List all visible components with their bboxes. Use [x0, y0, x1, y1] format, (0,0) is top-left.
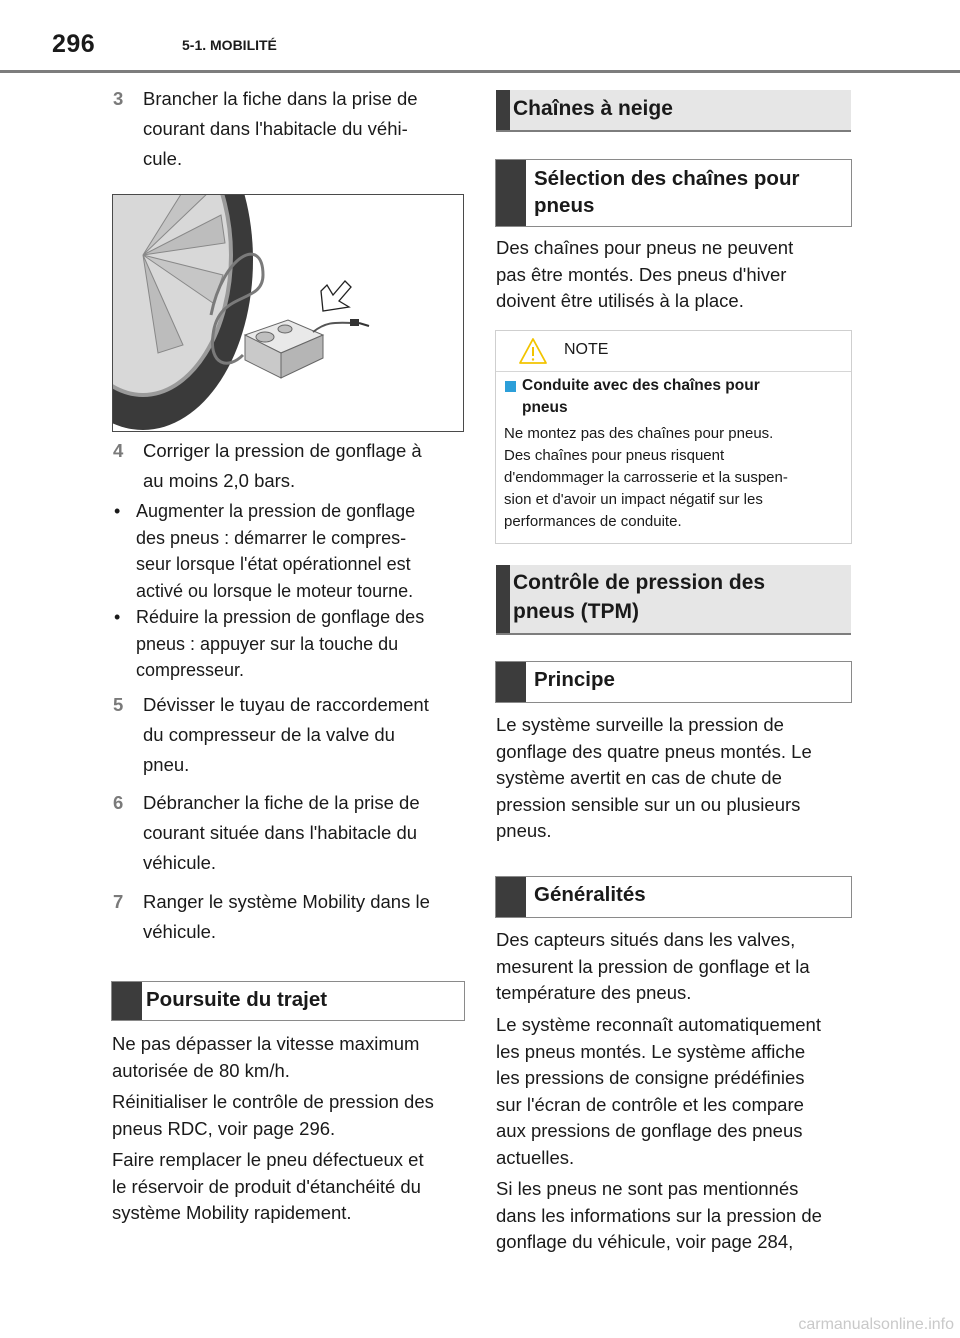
heading-snow-chains — [496, 90, 851, 132]
line: Contrôle de pression des — [513, 571, 766, 594]
line: pas être montés. Des pneus d'hiver — [496, 263, 787, 285]
paragraph-speed-limit — [112, 1031, 472, 1084]
line: gonflage du véhicule, voir page 284, — [496, 1231, 794, 1252]
compressor-illustration — [112, 194, 464, 432]
heading-text — [513, 568, 765, 626]
heading-tpm — [496, 565, 851, 635]
line: pneus — [522, 399, 568, 416]
line: pneus (TPM) — [513, 600, 639, 623]
line: performances de conduite. — [504, 513, 682, 530]
page-number: 296 — [52, 30, 96, 58]
note-box — [495, 330, 852, 544]
step-4 — [113, 436, 473, 498]
step-7 — [113, 887, 473, 949]
step-3 — [113, 84, 473, 176]
line: Réinitialiser le contrôle de pression des — [112, 1091, 434, 1112]
line: Faire remplacer le pneu défectueux et — [112, 1149, 424, 1170]
note-label: NOTE — [564, 341, 609, 358]
line: pneus. — [496, 820, 552, 841]
bullet-icon: • — [114, 501, 121, 521]
paragraph-replace-tyre — [112, 1147, 472, 1227]
heading-text: Chaînes à neige — [513, 97, 673, 120]
paragraph-sensors — [496, 927, 856, 1007]
line: Augmenter la pression de gonflage — [136, 501, 416, 521]
note-header — [496, 331, 851, 372]
square-bullet-icon — [505, 381, 516, 392]
heading-text: Principe — [534, 668, 615, 691]
line: Dévisser le tuyau de raccordement — [143, 694, 429, 715]
header-divider — [0, 70, 960, 73]
paragraph-principle — [496, 712, 856, 845]
paragraph-not-mentioned — [496, 1176, 856, 1256]
line: dans les informations sur la pression de — [496, 1204, 822, 1226]
note-title — [522, 375, 842, 419]
line: Le système reconnaît automatiquement — [496, 1014, 821, 1035]
line: au moins 2,0 bars. — [143, 470, 296, 491]
line: système avertit en cas de chute de — [496, 767, 782, 788]
line: Corriger la pression de gonflage à — [143, 440, 422, 461]
line: des pneus : démarrer le compres- — [136, 527, 407, 548]
line: sion et d'avoir un impact négatif sur les — [504, 491, 763, 508]
paragraph-reset-rdc — [112, 1089, 472, 1142]
line: Ne montez pas des chaînes pour pneus. — [504, 425, 774, 442]
step-number: 3 — [113, 88, 124, 109]
step-text — [143, 84, 418, 174]
heading-principle — [495, 661, 852, 703]
heading-text — [534, 165, 799, 219]
bullet-text — [136, 604, 424, 684]
heading-bar — [496, 662, 526, 702]
bullet-reduce-pressure — [114, 604, 474, 686]
line: Ranger le système Mobility dans le — [143, 891, 430, 912]
line: le réservoir de produit d'étanchéité du — [112, 1175, 421, 1197]
line: pneus RDC, voir page 296. — [112, 1117, 336, 1139]
paragraph-recognition — [496, 1012, 856, 1171]
line: pression sensible sur un ou plusieurs — [496, 793, 801, 815]
line: sur l'écran de contrôle et les compare — [496, 1093, 804, 1115]
heading-bar — [496, 90, 510, 130]
heading-bar — [496, 877, 526, 917]
step-text — [143, 887, 430, 947]
line: les pneus montés. Le système affiche — [496, 1040, 806, 1062]
bullet-increase-pressure — [114, 498, 474, 606]
step-text — [143, 690, 429, 780]
line: pneus — [534, 194, 595, 217]
line: température des pneus. — [496, 982, 692, 1003]
step-number: 4 — [113, 440, 124, 461]
bullet-icon: • — [114, 607, 121, 627]
heading-bar — [496, 565, 510, 633]
footer-watermark: carmanualsonline.info — [798, 1316, 954, 1333]
line: pneu. — [143, 754, 190, 775]
line: Des chaînes pour pneus risquent — [504, 447, 725, 464]
line: Brancher la fiche dans la prise de — [143, 88, 418, 109]
step-text — [143, 436, 422, 496]
line: courant située dans l'habitacle du — [143, 822, 418, 843]
paragraph-chains — [496, 235, 856, 315]
section-title: 5-1. MOBILITÉ — [182, 37, 277, 53]
line: activé ou lorsque le moteur tourne. — [136, 580, 414, 601]
line: d'endommager la carrosserie et la suspen- — [504, 469, 788, 486]
line: seur lorsque l'état opérationnel est — [136, 554, 411, 574]
line: compresseur. — [136, 660, 245, 680]
step-6 — [113, 788, 473, 880]
heading-text: Généralités — [534, 883, 646, 906]
line: pneus : appuyer sur la touche du — [136, 633, 399, 654]
line: Des chaînes pour pneus ne peuvent — [496, 237, 794, 258]
line: Conduite avec des chaînes pour — [522, 377, 760, 394]
step-number: 7 — [113, 891, 124, 912]
line: Réduire la pression de gonflage des — [136, 607, 425, 627]
line: cule. — [143, 148, 183, 169]
step-number: 5 — [113, 694, 124, 715]
line: Sélection des chaînes pour — [534, 167, 800, 190]
line: du compresseur de la valve du — [143, 724, 395, 745]
bullet-text — [136, 498, 415, 604]
line: gonflage des quatre pneus montés. Le — [496, 740, 812, 762]
line: les pressions de consigne prédéfinies — [496, 1067, 805, 1088]
heading-text: Poursuite du trajet — [146, 988, 328, 1011]
line: Si les pneus ne sont pas mentionnés — [496, 1178, 799, 1199]
line: système Mobility rapidement. — [112, 1202, 352, 1223]
compressor-drawing — [113, 195, 463, 431]
warning-triangle-icon — [518, 337, 548, 365]
heading-continue-driving — [111, 981, 465, 1021]
line: véhicule. — [143, 921, 217, 942]
line: doivent être utilisés à la place. — [496, 290, 744, 311]
line: autorisée de 80 km/h. — [112, 1059, 290, 1081]
heading-bar — [496, 160, 526, 226]
line: Le système surveille la pression de — [496, 714, 784, 735]
heading-general — [495, 876, 852, 918]
step-5 — [113, 690, 473, 782]
line: actuelles. — [496, 1146, 575, 1168]
heading-chain-selection — [495, 159, 852, 227]
note-text — [504, 423, 844, 533]
step-text — [143, 788, 420, 878]
line: Ne pas dépasser la vitesse maximum — [112, 1033, 420, 1054]
line: mesurent la pression de gonflage et la — [496, 955, 810, 977]
step-number: 6 — [113, 792, 124, 813]
line: véhicule. — [143, 852, 217, 873]
line: courant dans l'habitacle du véhi- — [143, 118, 408, 139]
heading-bar — [112, 982, 142, 1020]
line: Des capteurs situés dans les valves, — [496, 929, 796, 950]
line: Débrancher la fiche de la prise de — [143, 792, 420, 813]
line: aux pressions de gonflage des pneus — [496, 1120, 803, 1141]
